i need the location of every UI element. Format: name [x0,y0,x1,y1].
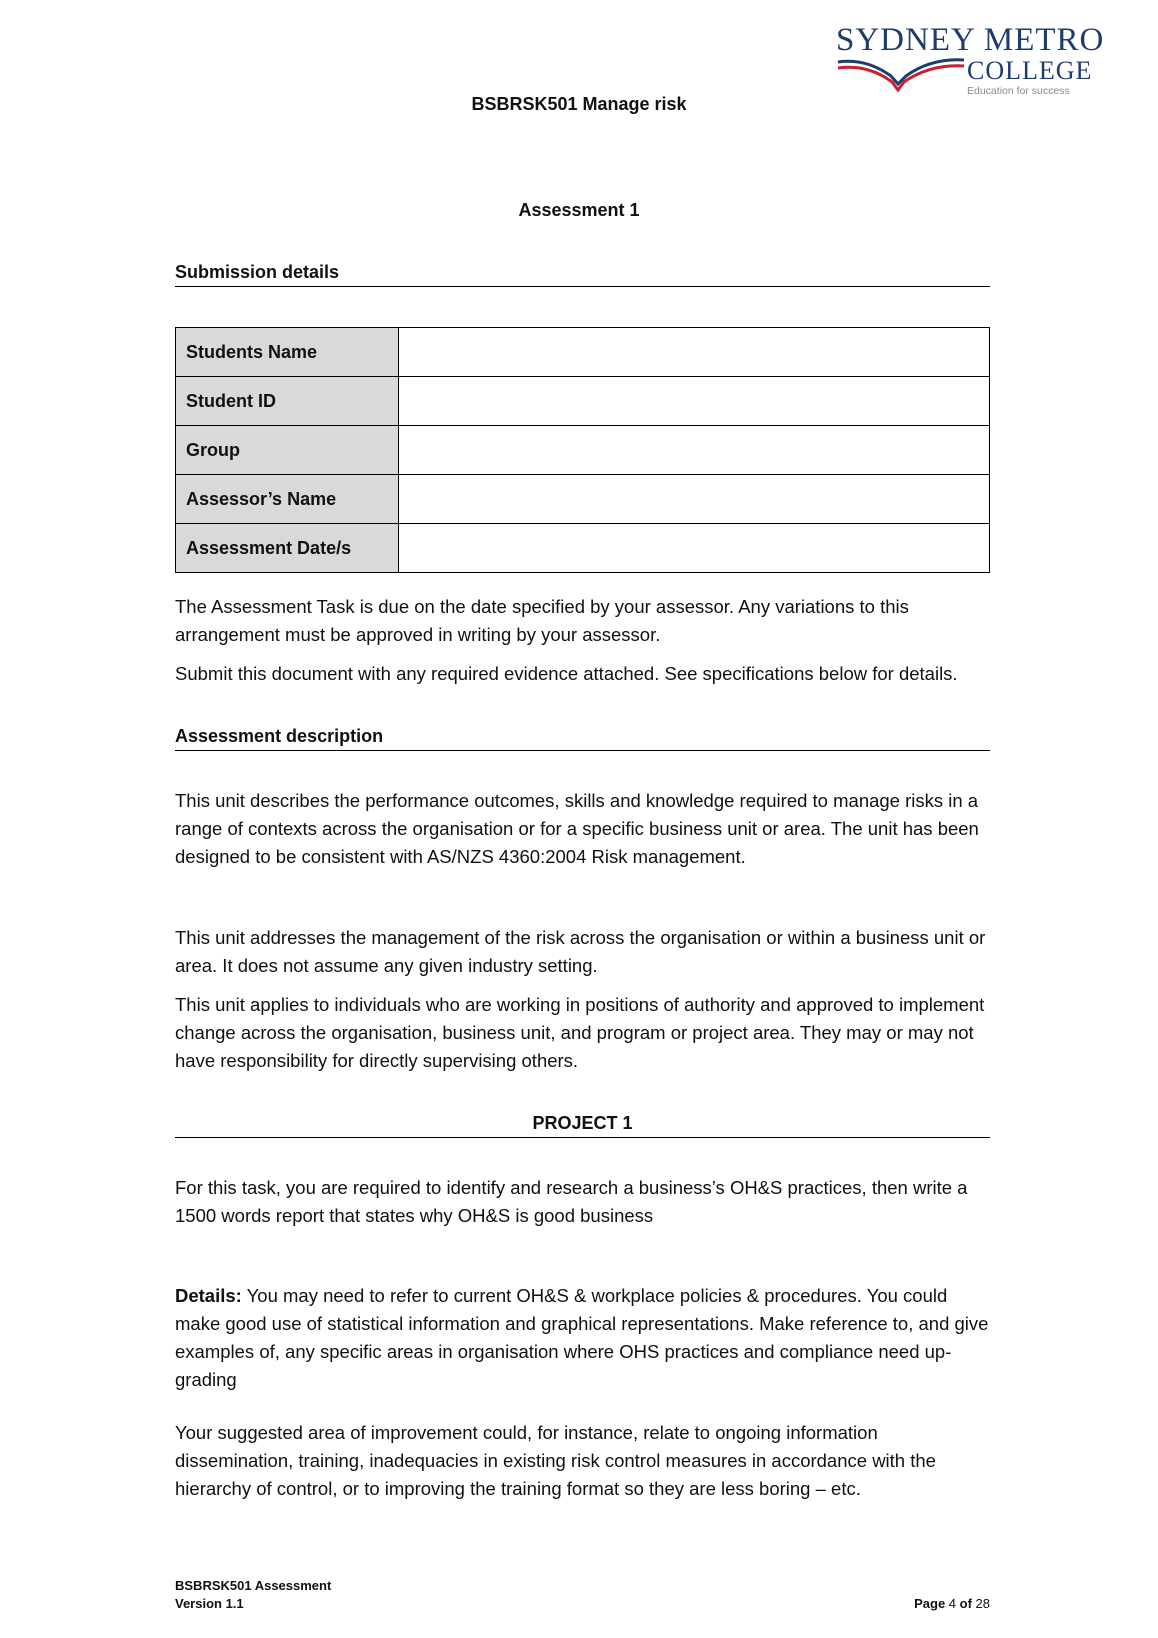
student-id-field[interactable] [399,377,990,426]
footer-document-info [175,1577,331,1613]
assessment-dates-field[interactable] [399,524,990,573]
table-row [176,377,990,426]
footer-version: Version 1.1 [175,1596,244,1611]
table-row [176,524,990,573]
logo-tagline: Education for success [967,85,1070,97]
student-id-label: Student ID [176,377,399,426]
assessors-name-field[interactable] [399,475,990,524]
students-name-field[interactable] [399,328,990,377]
description-paragraph-3: This unit applies to individuals who are working in positions of authority and approved to implement change across the organisation, business unit, and program or project area. They may or may not have responsibility for directly supervising others. [175,994,985,1071]
page-total: 28 [975,1596,990,1611]
footer-assessment-code: BSBRSK501 Assessment [175,1578,332,1593]
document-title: BSBRSK501 Manage risk [471,94,687,114]
group-label: Group [176,426,399,475]
due-date-paragraph: The Assessment Task is due on the date specified by your assessor. Any variations to this arrangement must be approved in writing by your assessor. [175,596,909,645]
project-details-paragraph [175,1282,990,1394]
assessors-name-label: Assessor’s Name [176,475,399,524]
submission-details-heading: Submission details [175,262,990,287]
details-label: Details: [175,1285,242,1306]
details-text: You may need to refer to current OH&S & workplace policies & procedures. You could make good use of statistical information and graphical representations. Make reference to, and give examples of, any specific areas in organisation where OHS practices and compliance need up-grading [175,1285,989,1390]
table-row [176,328,990,377]
assessment-title: Assessment 1 [518,200,640,220]
table-row [176,426,990,475]
logo-wordmark-sydney-metro: SYDNEY METRO [836,22,1105,58]
page-label: Page [914,1596,949,1611]
assessment-dates-label: Assessment Date/s [176,524,399,573]
students-name-label: Students Name [176,328,399,377]
project-task-paragraph: For this task, you are required to identify and research a business’s OH&S practices, then write a 1500 words report that states why OH&S is good business [175,1177,968,1226]
logo-wordmark-college: COLLEGE [967,56,1093,85]
page-current: 4 [948,1596,957,1611]
description-paragraph-2: This unit addresses the management of the risk across the organisation or within a business unit or area. It does not assume any given industry setting. [175,927,986,976]
table-row [176,475,990,524]
logo-swoosh-icon [836,56,966,92]
assessment-description-heading: Assessment description [175,726,990,751]
group-field[interactable] [399,426,990,475]
project-improvement-paragraph: Your suggested area of improvement could, for instance, relate to ongoing information dissemination, training, inadequacies in existing risk control measures in accordance with the hierarchy of control, or to improving the training format so they are less boring – etc. [175,1422,936,1499]
project-1-heading: PROJECT 1 [175,1113,990,1138]
page-of-label: of [956,1596,976,1611]
footer-page-number [900,1595,990,1613]
description-paragraph-1: This unit describes the performance outcomes, skills and knowledge required to manage risks in a range of contexts across the organisation or for a specific business unit or area. The unit has been designed to be consistent with AS/NZS 4360:2004 Risk management. [175,790,979,867]
submission-details-table [175,327,990,573]
submit-instructions-paragraph: Submit this document with any required evidence attached. See specifications below for details. [175,663,958,684]
college-logo [836,22,1105,102]
